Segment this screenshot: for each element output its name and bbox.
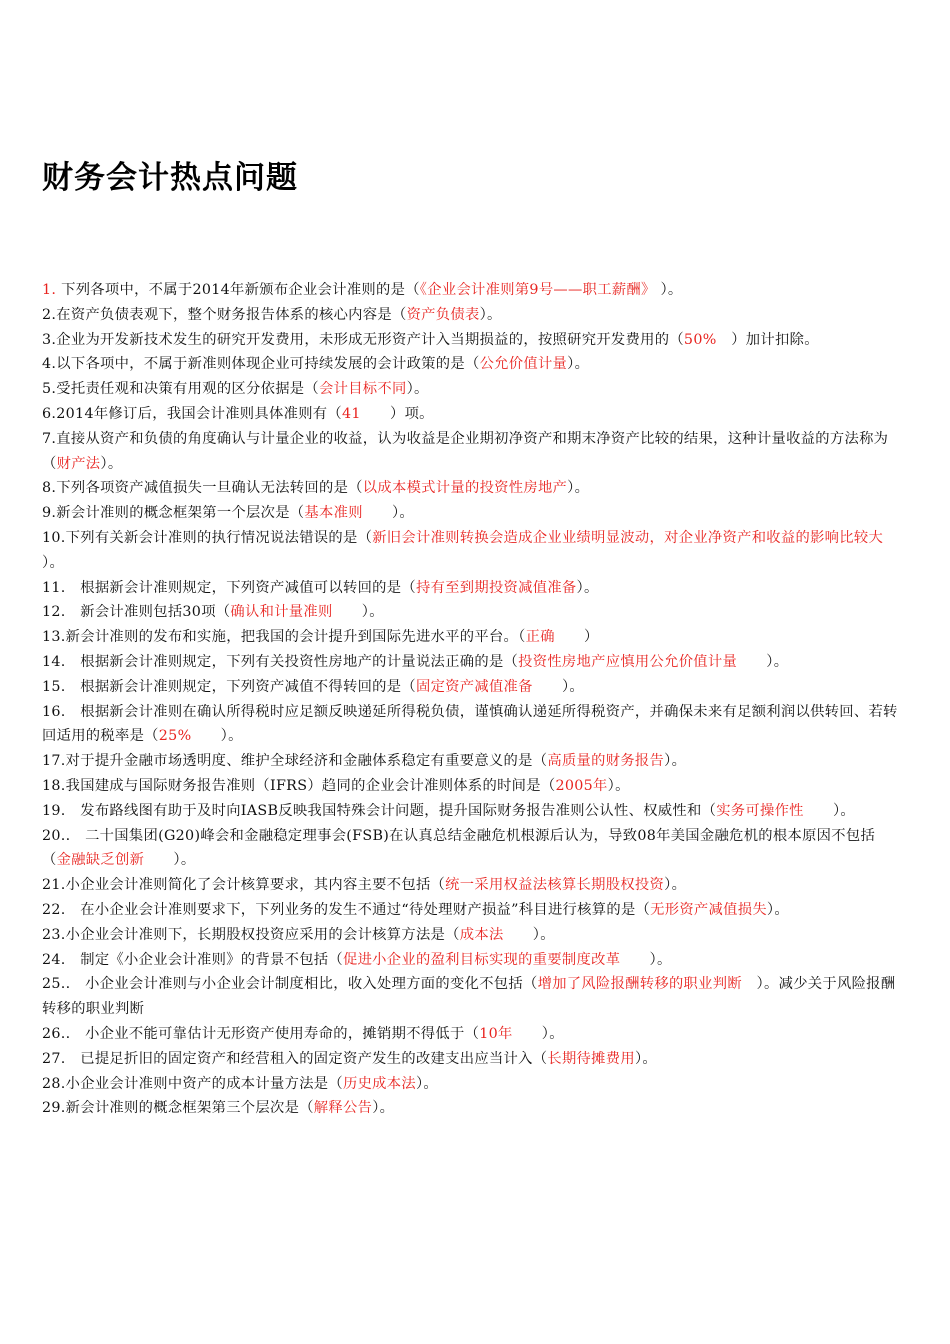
question-answer: 持有至到期投资减值准备 [415,579,577,596]
question-answer: 50% [683,331,717,348]
question-number: 3. [42,331,57,348]
question-suffix: ）。 [655,282,683,298]
question-suffix: ）。 [512,1025,564,1042]
question-item [42,873,904,898]
question-suffix: ）。 [144,852,196,869]
question-item [42,700,904,750]
question-number: 26. [42,1025,66,1042]
question-text: 小企业会计准则中资产的成本计量方法是（ [65,1075,343,1092]
question-number: 18. [42,777,66,794]
question-item [42,402,904,427]
question-suffix: ）。 [532,678,584,695]
question-item [42,576,904,601]
question-suffix: ）。 [372,1100,395,1117]
question-number: 11. [42,579,66,596]
question-suffix: ）。 [607,777,630,794]
question-text: 2014年修订后，我国会计准则具体准则有（ [56,405,342,422]
question-text: . 二十国集团(G20)峰会和金融稳定理事会(FSB)在认真总结金融危机根源后认为，导致08年美国金融危机的根本原因不包括（ [42,827,876,869]
question-item [42,303,904,328]
question-number: 15. [42,678,66,695]
question-item [42,749,904,774]
question-answer: 无形资产减值损失 [650,901,767,918]
question-list [42,278,913,1121]
question-answer: 实务可操作性 [716,802,804,819]
question-text: 制定《小企业会计准则》的背景不包括（ [65,951,343,968]
question-item [42,352,904,377]
question-suffix: ）。 [42,529,913,571]
question-answer: 解释公告 [313,1100,373,1117]
question-number: 17. [42,753,66,770]
question-item [42,526,913,576]
question-suffix: ）。 [191,728,243,745]
question-text: 根据新会计准则规定，下列有关投资性房地产的计量说法正确的是（ [65,653,519,670]
question-number: 10. [42,529,66,546]
question-text: 根据新会计准则规定，下列资产减值可以转回的是（ [65,579,416,596]
question-text: 已提足折旧的固定资产和经营租入的固定资产发生的改建支出应当计入（ [65,1050,548,1067]
question-suffix: ） [554,629,599,646]
question-suffix: ）。 [766,901,789,918]
question-answer: 固定资产减值准备 [415,678,533,695]
question-answer: 41 [341,405,361,422]
question-number: 27. [42,1050,66,1067]
question-suffix: ）。 [634,1050,657,1067]
question-item [42,898,904,923]
question-text: 新会计准则的概念框架第三个层次是（ [65,1100,314,1117]
question-item [42,600,904,625]
question-item [42,1096,904,1121]
question-answer: 历史成本法 [342,1075,416,1092]
question-text: 发布路线图有助于及时向IASB反映我国特殊会计问题，提升国际财务报告准则公认性、权威性和（ [65,802,717,819]
question-item [42,427,904,477]
question-answer: 新旧会计准则转换会造成企业业绩明显波动，对企业净资产和收益的影响比较大 [372,529,884,546]
question-answer: 以成本模式计量的投资性房地产 [362,480,568,497]
question-number: 1. [42,282,57,298]
question-text: . 小企业不能可靠估计无形资产使用寿命的，摊销期不得低于（ [65,1025,480,1042]
question-number: 19. [42,802,66,819]
question-item [42,1047,904,1072]
question-answer: 10年 [479,1025,513,1042]
question-answer: 长期待摊费用 [547,1050,635,1067]
question-text: 下列有关新会计准则的执行情况说法错误的是（ [65,529,373,546]
question-suffix: ）项。 [360,405,434,422]
question-item [42,476,904,501]
question-suffix: ）。 [567,480,590,497]
question-number: 6. [42,405,57,422]
question-suffix: ）。减少关于风险报酬转移的职业判断 [42,976,896,1018]
page-title: 财务会计热点问题 [42,160,298,196]
question-suffix: ）。 [620,951,672,968]
question-text: 直接从资产和负债的角度确认与计量企业的收益，认为收益是企业期初净资产和期末净资产比较的结果，这种计量收益的方法称为（ [42,430,889,472]
question-answer: 确认和计量准则 [230,604,333,621]
question-item [42,1072,904,1097]
question-answer: 公允价值计量 [479,356,568,373]
question-text: 根据新会计准则在确认所得税时应足额反映递延所得税负债，谨慎确认递延所得税资产，并确保未来有足额利润以供转回、若转回适用的税率是（ [42,703,898,745]
question-answer: 正确 [525,629,555,646]
question-answer: 投资性房地产应慎用公允价值计量 [518,653,738,670]
question-text: 在资产负债表观下，整个财务报告体系的核心内容是（ [56,306,407,323]
question-text: 下列各项资产减值损失一旦确认无法转回的是（ [56,480,363,497]
question-item [42,972,904,1022]
question-text: . 小企业会计准则与小企业会计制度相比，收入处理方面的变化不包括（ [65,976,538,993]
question-number: 7. [42,430,57,447]
question-item [42,650,904,675]
question-item [42,948,904,973]
question-answer: 统一采用权益法核算长期股权投资 [445,877,665,894]
question-suffix: ）。 [737,653,789,670]
question-item [42,328,904,353]
question-item [42,377,904,402]
question-text: 对于提升金融市场透明度、维护全球经济和金融体系稳定有重要意义的是（ [65,753,548,770]
question-suffix: ）。 [503,926,555,943]
question-number: 4. [42,356,57,373]
question-number: 16. [42,703,66,720]
question-answer: 财产法 [56,455,101,472]
question-text: 以下各项中，不属于新准则体现企业可持续发展的会计政策的是（ [56,356,480,373]
question-text: 在小企业会计准则要求下，下列业务的发生不通过“待处理财产损益”科目进行核算的是（ [65,901,651,918]
question-suffix: ）。 [803,802,856,819]
question-text: 小企业会计准则下，长期股权投资应采用的会计核算方法是（ [65,926,460,943]
question-item [42,1022,904,1047]
question-number: 8. [42,480,57,497]
question-number: 24. [42,951,66,968]
question-suffix: ）。 [479,306,502,323]
question-item [42,923,904,948]
question-item [42,278,904,303]
question-suffix: ）加计扣除。 [716,331,819,348]
question-text: 新会计准则包括30项（ [65,604,231,621]
question-suffix: ）。 [100,455,123,472]
question-answer: 增加了风险报酬转移的职业判断 [537,976,742,993]
question-suffix: ）。 [415,1075,439,1092]
question-number: 13. [42,629,66,646]
question-answer: 2005年 [555,777,608,794]
question-answer: 促进小企业的盈利目标实现的重要制度改革 [342,951,621,968]
question-text: 企业为开发新技术发生的研究开发费用，未形成无形资产计入当期损益的，按照研究开发费用的（ [56,331,684,348]
question-text: 小企业会计准则简化了会计核算要求，其内容主要不包括（ [65,877,446,894]
question-suffix: ）。 [332,604,384,621]
question-number: 22. [42,901,66,918]
question-number: 29. [42,1100,66,1117]
question-answer: 基本准则 [304,505,363,522]
question-suffix: ）。 [406,381,429,398]
question-number: 9. [42,505,57,522]
question-answer: 高质量的财务报告 [547,753,665,770]
question-suffix: ）。 [362,505,415,522]
question-suffix: ）。 [664,753,687,770]
question-text: 下列各项中，不属于2014年新颁布企业会计准则的是（ [56,282,420,298]
question-answer: 资产负债表 [406,306,480,323]
question-item [42,501,904,526]
question-text: 受托责任观和决策有用观的区分依据是（ [56,381,319,398]
question-number: 25. [42,976,66,993]
question-item [42,625,904,650]
question-text: 新会计准则的概念框架第一个层次是（ [56,505,305,522]
question-number: 20. [42,827,66,844]
question-answer: 《企业会计准则第9号——职工薪酬》 [419,282,656,298]
question-answer: 成本法 [459,926,504,943]
question-number: 5. [42,381,57,398]
question-item [42,799,904,824]
question-number: 28. [42,1075,66,1092]
question-answer: 25% [158,728,192,745]
question-answer: 金融缺乏创新 [56,852,145,869]
question-number: 12. [42,604,66,621]
question-text: 我国建成与国际财务报告准则（IFRS）趋同的企业会计准则体系的时间是（ [65,777,556,794]
question-suffix: ）。 [576,579,599,596]
question-item [42,675,904,700]
question-item [42,774,904,799]
question-number: 23. [42,926,66,943]
question-text: 根据新会计准则规定，下列资产减值不得转回的是（ [65,678,416,695]
question-number: 21. [42,877,66,894]
question-number: 2. [42,306,57,323]
question-item [42,824,904,874]
question-suffix: ）。 [567,356,590,373]
question-suffix: ）。 [664,877,687,894]
question-text: 新会计准则的发布和实施，把我国的会计提升到国际先进水平的平台。（ [65,629,526,646]
question-number: 14. [42,653,66,670]
question-answer: 会计目标不同 [319,381,407,398]
